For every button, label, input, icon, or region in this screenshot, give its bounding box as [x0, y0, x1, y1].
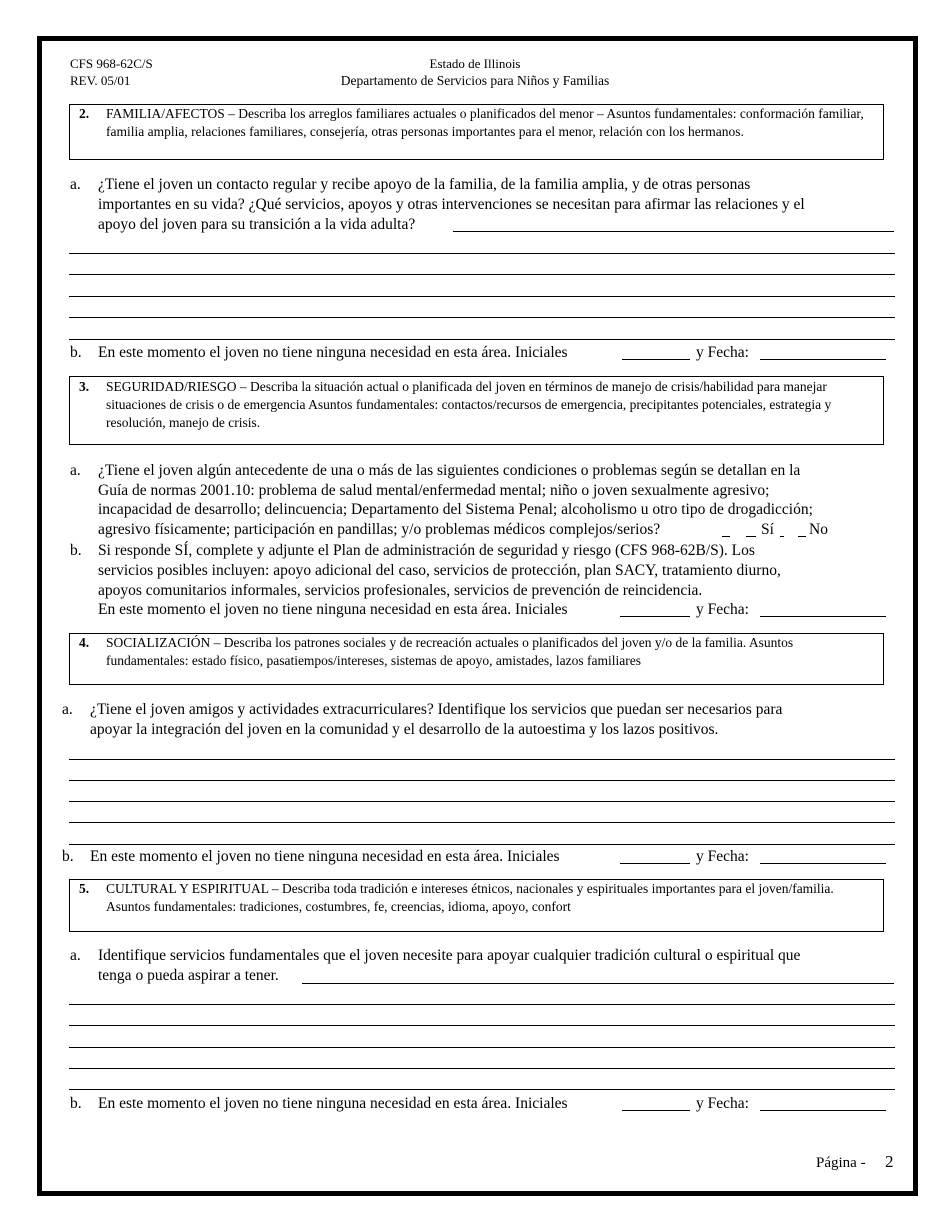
section-3-box — [69, 376, 884, 445]
question-2a-label: a. — [70, 176, 81, 193]
question-4b-label: b. — [62, 848, 74, 865]
answer-2a-line[interactable] — [69, 253, 895, 254]
answer-2a-inline-line[interactable] — [453, 231, 894, 232]
section-5-box — [69, 879, 884, 932]
date-3-field[interactable] — [760, 616, 886, 617]
page-number: 2 — [885, 1152, 894, 1171]
section-5-number: 5. — [79, 881, 90, 896]
section-2-box — [69, 104, 884, 160]
answer-2a-line[interactable] — [69, 339, 895, 340]
date-3-label: y Fecha: — [696, 601, 749, 618]
date-5-field[interactable] — [760, 1110, 886, 1111]
initials-3-field[interactable] — [620, 616, 690, 617]
state-title: Estado de Illinois — [429, 56, 521, 71]
question-3a-line-3: incapacidad de desarrollo; delincuencia; Departamento del Sistema Penal; alcoholismo u otro tipo de drogadicción; — [98, 501, 813, 518]
question-5a-line-2: tenga o pueda aspirar a tener. — [98, 967, 279, 984]
answer-4a-line[interactable] — [69, 822, 895, 823]
section-2-description: FAMILIA/AFECTOS – Describa los arreglos familiares actuales o planificados del menor – Asuntos fundamentales: conformación familiar, familia amplia, relaciones familiares, consejería, otras personas importantes para el menor, relación con los hermanos. — [106, 106, 864, 139]
question-4a-line-2: apoyar la integración del joven en la comunidad y el desarrollo de la autoestima y los lazos positivos. — [90, 721, 719, 738]
question-5a-line-1: Identifique servicios fundamentales que el joven necesite para apoyar cualquier tradición cultural o espiritual que — [98, 947, 801, 964]
initials-2-field[interactable] — [622, 359, 690, 360]
question-3a-line-2: Guía de normas 2001.10: problema de salud mental/enfermedad mental; niño o joven sexualmente agresivo; — [98, 482, 770, 499]
answer-5a-line[interactable] — [69, 1047, 895, 1048]
section-3-description: SEGURIDAD/RIESGO – Describa la situación actual o planificada del joven en términos de manejo de crisis/habilidad para manejar situaciones de crisis o de emergencia Asuntos fundamentales: contactos/recursos de emergencia, precipitantes potenciales, estrategia y resolución, manejo de crisis. — [106, 379, 832, 430]
answer-2a-line[interactable] — [69, 317, 895, 318]
answer-5a-line[interactable] — [69, 1004, 895, 1005]
question-2b-text: En este momento el joven no tiene ninguna necesidad en esta área. Iniciales — [98, 344, 568, 361]
section-3-number: 3. — [79, 379, 90, 394]
question-2a-line-2: importantes en su vida? ¿Qué servicios, apoyos y otras intervenciones se necesitan para afirmar las relaciones y el — [98, 196, 805, 213]
answer-4a-line[interactable] — [69, 801, 895, 802]
no-option-label: No — [809, 521, 828, 538]
section-4-description: SOCIALIZACIÓN – Describa los patrones sociales y de recreación actuales o planificados del joven y/o de la familia. Asuntos fundamentales: estado físico, pasatiempos/intereses, sistemas de apoyo, amistades, lazos familiares — [106, 635, 794, 668]
section-4-box — [69, 633, 884, 685]
question-3a-label: a. — [70, 462, 81, 479]
question-5b-label: b. — [70, 1095, 82, 1112]
section-4-number: 4. — [79, 635, 90, 650]
no-checkbox-line[interactable] — [780, 536, 784, 537]
department-title: Departamento de Servicios para Niños y Familias — [340, 73, 610, 88]
date-2-field[interactable] — [760, 359, 886, 360]
yes-checkbox-line[interactable] — [722, 536, 730, 537]
question-5a-label: a. — [70, 947, 81, 964]
question-4a-line-1: ¿Tiene el joven amigos y actividades extracurriculares? Identifique los servicios que puedan ser necesarios para — [90, 701, 783, 718]
section-2-number: 2. — [79, 106, 90, 121]
question-3a-line-4: agresivo físicamente; participación en pandillas; y/o problemas médicos complejos/serios? — [98, 521, 661, 538]
date-4-field[interactable] — [760, 863, 886, 864]
answer-4a-line[interactable] — [69, 844, 895, 845]
question-2a-line-1: ¿Tiene el joven un contacto regular y recibe apoyo de la familia, de la familia amplia, y de otras personas — [98, 176, 751, 193]
yes-option-label: Sí — [761, 521, 774, 538]
section-5-description: CULTURAL Y ESPIRITUAL – Describa toda tradición e intereses étnicos, nacionales y espirituales importantes para el joven/familia. Asuntos fundamentales: tradiciones, costumbres, fe, creencias, idioma, apoyo, confort — [106, 881, 834, 914]
answer-4a-line[interactable] — [69, 780, 895, 781]
answer-5a-line[interactable] — [69, 1089, 895, 1090]
answer-5a-line[interactable] — [69, 1025, 895, 1026]
no-checkbox-line[interactable] — [798, 536, 806, 537]
question-4a-label: a. — [62, 701, 73, 718]
question-3b-line-1: Si responde SÍ, complete y adjunte el Plan de administración de seguridad y riesgo (CFS 968-62B/S). Los — [98, 542, 755, 559]
question-3b-line-4: En este momento el joven no tiene ninguna necesidad en esta área. Iniciales — [98, 601, 568, 618]
question-3a-line-1: ¿Tiene el joven algún antecedente de una o más de las siguientes condiciones o problemas según se detallan en la — [98, 462, 801, 479]
form-revision: REV. 05/01 — [70, 73, 131, 88]
form-id: CFS 968-62C/S — [70, 56, 153, 71]
page-label: Página - — [816, 1155, 866, 1171]
yes-checkbox-line[interactable] — [746, 536, 756, 537]
date-4-label: y Fecha: — [696, 848, 749, 865]
answer-2a-line[interactable] — [69, 296, 895, 297]
question-3b-line-3: apoyos comunitarios informales, servicios profesionales, servicios de prevención de reincidencia. — [98, 582, 703, 599]
date-5-label: y Fecha: — [696, 1095, 749, 1112]
question-2b-label: b. — [70, 344, 82, 361]
initials-5-field[interactable] — [622, 1110, 690, 1111]
question-4b-text: En este momento el joven no tiene ninguna necesidad en esta área. Iniciales — [90, 848, 560, 865]
question-3b-line-2: servicios posibles incluyen: apoyo adicional del caso, servicios de protección, plan SACY, tratamiento diurno, — [98, 562, 781, 579]
answer-5a-line[interactable] — [69, 1068, 895, 1069]
answer-5a-inline-line[interactable] — [302, 983, 894, 984]
answer-4a-line[interactable] — [69, 759, 895, 760]
answer-2a-line[interactable] — [69, 274, 895, 275]
question-5b-text: En este momento el joven no tiene ninguna necesidad en esta área. Iniciales — [98, 1095, 568, 1112]
date-2-label: y Fecha: — [696, 344, 749, 361]
question-2a-line-3: apoyo del joven para su transición a la vida adulta? — [98, 216, 416, 233]
question-3b-label: b. — [70, 542, 82, 559]
initials-4-field[interactable] — [620, 863, 690, 864]
